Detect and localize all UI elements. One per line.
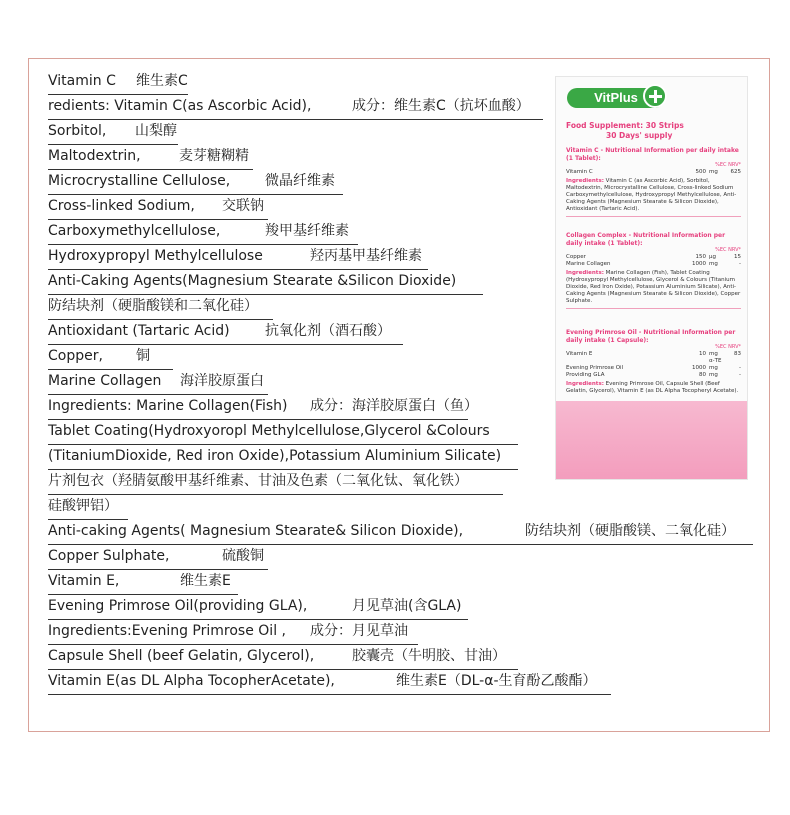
supplement-heading bbox=[566, 121, 741, 141]
nutrition-row bbox=[566, 261, 741, 268]
nutrition-u: mg bbox=[709, 365, 718, 371]
product-box-image bbox=[555, 76, 748, 480]
ingredient-line bbox=[48, 520, 753, 545]
ingredient-line bbox=[48, 270, 483, 295]
coll-header: Collagen Complex - Nutritional Information per daily intake (1 Tablet): bbox=[566, 232, 726, 247]
epo-header: Evening Primrose Oil - Nutritional Information per daily intake (1 Capsule): bbox=[566, 329, 736, 344]
ingredient-line bbox=[48, 545, 268, 570]
ingredient-english: Copper Sulphate, bbox=[48, 548, 170, 564]
nutrition-v: 15 bbox=[734, 254, 741, 260]
nutrition-row bbox=[566, 372, 741, 379]
ingredient-english: Sorbitol, bbox=[48, 123, 107, 139]
ingredient-english: Vitamin E, bbox=[48, 573, 120, 589]
ingredient-english: 片剂包衣（羟腈氨酸甲基纤维素、甘油及色素（二氧化钛、氧化铁） bbox=[48, 473, 468, 489]
epo-ing-label: Ingredients: bbox=[566, 381, 604, 387]
ingredient-english: Cross-linked Sodium, bbox=[48, 198, 195, 214]
ingredient-chinese: 微晶纤维素 bbox=[265, 173, 335, 189]
ingredient-english: Antioxidant (Tartaric Acid) bbox=[48, 323, 230, 339]
nutrition-u: mg bbox=[709, 169, 718, 175]
ingredient-english: Marine Collagen bbox=[48, 373, 162, 389]
ingredient-english: Capsule Shell (beef Gelatin, Glycerol), bbox=[48, 648, 315, 664]
ingredient-english: 防结块剂（硬脂酸镁和二氧化硅） bbox=[48, 298, 258, 314]
primrose-panel bbox=[566, 329, 741, 395]
ingredient-chinese: 维生素C bbox=[136, 73, 188, 89]
ingredient-chinese: 防结块剂（硬脂酸镁、二氧化硅） bbox=[525, 523, 735, 539]
ingredient-line bbox=[48, 445, 518, 470]
ingredient-chinese: 维生素E（DL-α-生育酚乙酸酯） bbox=[396, 673, 597, 689]
ingredient-chinese: 山梨醇 bbox=[135, 123, 177, 139]
ingredient-line bbox=[48, 320, 403, 345]
ingredient-line bbox=[48, 570, 238, 595]
coll-ing-label: Ingredients: bbox=[566, 270, 604, 276]
ingredient-english: Ingredients:Evening Primrose Oil , bbox=[48, 623, 286, 639]
brand-logo: VitPlus bbox=[567, 88, 665, 108]
nutrition-u: mg bbox=[709, 261, 718, 267]
nutrition-n: Vitamin C bbox=[566, 169, 593, 175]
ingredient-english: Tablet Coating(Hydroxyoropl Methylcellulose,Glycerol &Colours bbox=[48, 423, 490, 439]
epo-nrv: %EC NRV* bbox=[715, 344, 741, 350]
nutrition-v: - bbox=[739, 261, 741, 267]
ingredient-chinese: 抗氧化剂（酒石酸） bbox=[265, 323, 391, 339]
ingredient-chinese: 铜 bbox=[136, 348, 150, 364]
ingredient-chinese: 维生素E bbox=[180, 573, 231, 589]
vitamin-c-panel bbox=[566, 147, 741, 217]
ingredient-line bbox=[48, 395, 478, 420]
collagen-panel bbox=[566, 232, 741, 309]
ingredient-line bbox=[48, 420, 518, 445]
plus-icon bbox=[643, 84, 667, 108]
ingredient-chinese: 羧甲基纤维素 bbox=[265, 223, 349, 239]
ingredient-line bbox=[48, 95, 543, 120]
ingredient-chinese: 成分：月见草油 bbox=[310, 623, 408, 639]
ingredient-english: (TitaniumDioxide, Red iron Oxide),Potassium Aluminium Silicate) bbox=[48, 448, 502, 464]
ingredient-line bbox=[48, 645, 518, 670]
ingredient-line bbox=[48, 220, 358, 245]
nutrition-v: 83 bbox=[734, 351, 741, 357]
nutrition-v: - bbox=[739, 365, 741, 371]
nutrition-u: mg α-TE bbox=[709, 351, 722, 364]
epo-ingredients: Evening Primrose Oil, Capsule Shell (Beef Gelatin, Glycerol), Vitamin E (as DL Alpha Tocopheryl Acetate). bbox=[566, 381, 739, 394]
ingredient-english: Ingredients: Marine Collagen(Fish) bbox=[48, 398, 288, 414]
ingredient-english: Copper, bbox=[48, 348, 103, 364]
ingredient-english: Hydroxypropyl Methylcellulose bbox=[48, 248, 263, 264]
ingredient-line bbox=[48, 170, 343, 195]
nutrition-row bbox=[566, 365, 741, 372]
nutrition-n: Evening Primrose Oil bbox=[566, 365, 624, 371]
box-pink-band bbox=[556, 401, 747, 479]
ingredient-english: redients: Vitamin C(as Ascorbic Acid), bbox=[48, 98, 312, 114]
ingredient-line bbox=[48, 370, 268, 395]
nutrition-q: 1000 bbox=[692, 261, 706, 267]
nutrition-n: Copper bbox=[566, 254, 586, 260]
ingredient-chinese: 成分：维生素C（抗坏血酸） bbox=[352, 98, 530, 114]
nutrition-q: 1000 bbox=[692, 365, 706, 371]
coll-nrv: %EC NRV* bbox=[715, 247, 741, 253]
nutrition-q: 150 bbox=[695, 254, 706, 260]
ingredient-line bbox=[48, 670, 611, 695]
nutrition-n: Providing GLA bbox=[566, 372, 605, 378]
ingredient-chinese: 胶囊壳（牛明胶、甘油） bbox=[352, 648, 506, 664]
nutrition-n: Marine Collagen bbox=[566, 261, 611, 267]
supply-label: 30 Days' supply bbox=[606, 131, 673, 140]
nutrition-q: 10 bbox=[699, 351, 706, 357]
ingredient-english: Microcrystalline Cellulose, bbox=[48, 173, 231, 189]
ingredient-english: Anti-Caking Agents(Magnesium Stearate &Silicon Dioxide) bbox=[48, 273, 457, 289]
vitc-header: Vitamin C - Nutritional Information per daily intake (1 Tablet): bbox=[566, 147, 739, 162]
ingredient-line bbox=[48, 245, 428, 270]
ingredient-line bbox=[48, 195, 268, 220]
nutrition-v: - bbox=[739, 372, 741, 378]
ingredient-english: Carboxymethylcellulose, bbox=[48, 223, 221, 239]
vitc-ingredients: Vitamin C (as Ascorbic Acid), Sorbitol, Maltodextrin, Microcrystalline Cellulose, Cross-linked Sodium Carboxymethylcellulose, Hydroxypropyl Methylcellulose, Anti-Caking Agents (Magnesium Stearate & Silicon Dioxide), Antioxidant (Tartaric Acid). bbox=[566, 178, 737, 212]
nutrition-row bbox=[566, 254, 741, 261]
nutrition-u: mg bbox=[709, 372, 718, 378]
ingredient-line bbox=[48, 470, 503, 495]
nutrition-q: 500 bbox=[695, 169, 706, 175]
nutrition-q: 80 bbox=[699, 372, 706, 378]
ingredient-line bbox=[48, 120, 178, 145]
ingredient-line bbox=[48, 495, 128, 520]
ingredient-chinese: 成分：海洋胶原蛋白（鱼） bbox=[310, 398, 478, 414]
ingredient-english: 硅酸钾铝） bbox=[48, 498, 118, 514]
ingredient-line bbox=[48, 595, 468, 620]
ingredient-chinese: 交联钠 bbox=[222, 198, 264, 214]
ingredient-line bbox=[48, 345, 173, 370]
ingredient-chinese: 羟丙基甲基纤维素 bbox=[310, 248, 422, 264]
ingredient-line bbox=[48, 620, 418, 645]
ingredient-english: Evening Primrose Oil(providing GLA), bbox=[48, 598, 308, 614]
nutrition-u: μg bbox=[709, 254, 716, 260]
nutrition-row bbox=[566, 351, 741, 365]
coll-ingredients: Marine Collagen (Fish), Tablet Coating (Hydroxypropyl Methylcellulose, Glycerol & Colours (Titanium Dioxide, Red Iron Oxide), Potassium Aluminium Silicate), Anti-Caking Agents (Magnesium Stearate & Silicon Dioxide), Copper Sulphate. bbox=[566, 270, 741, 304]
ingredient-line bbox=[48, 145, 253, 170]
vitc-ing-label: Ingredients: bbox=[566, 178, 604, 184]
ingredient-chinese: 麦芽糖糊精 bbox=[179, 148, 249, 164]
nutrition-row bbox=[566, 169, 741, 176]
ingredient-line bbox=[48, 70, 188, 95]
vitc-nrv: %EC NRV* bbox=[715, 162, 741, 168]
ingredient-english: Anti-caking Agents( Magnesium Stearate& Silicon Dioxide), bbox=[48, 523, 464, 539]
ingredient-chinese: 月见草油(含GLA) bbox=[352, 598, 462, 614]
ingredient-chinese: 海洋胶原蛋白 bbox=[180, 373, 264, 389]
supplement-label: Food Supplement: 30 Strips bbox=[566, 121, 684, 130]
ingredient-english: Vitamin C bbox=[48, 73, 116, 89]
ingredient-english: Vitamin E(as DL Alpha TocopherAcetate), bbox=[48, 673, 335, 689]
ingredient-english: Maltodextrin, bbox=[48, 148, 141, 164]
ingredient-chinese: 硫酸铜 bbox=[222, 548, 264, 564]
nutrition-v: 625 bbox=[730, 169, 741, 175]
ingredient-line bbox=[48, 295, 273, 320]
nutrition-n: Vitamin E bbox=[566, 351, 593, 357]
